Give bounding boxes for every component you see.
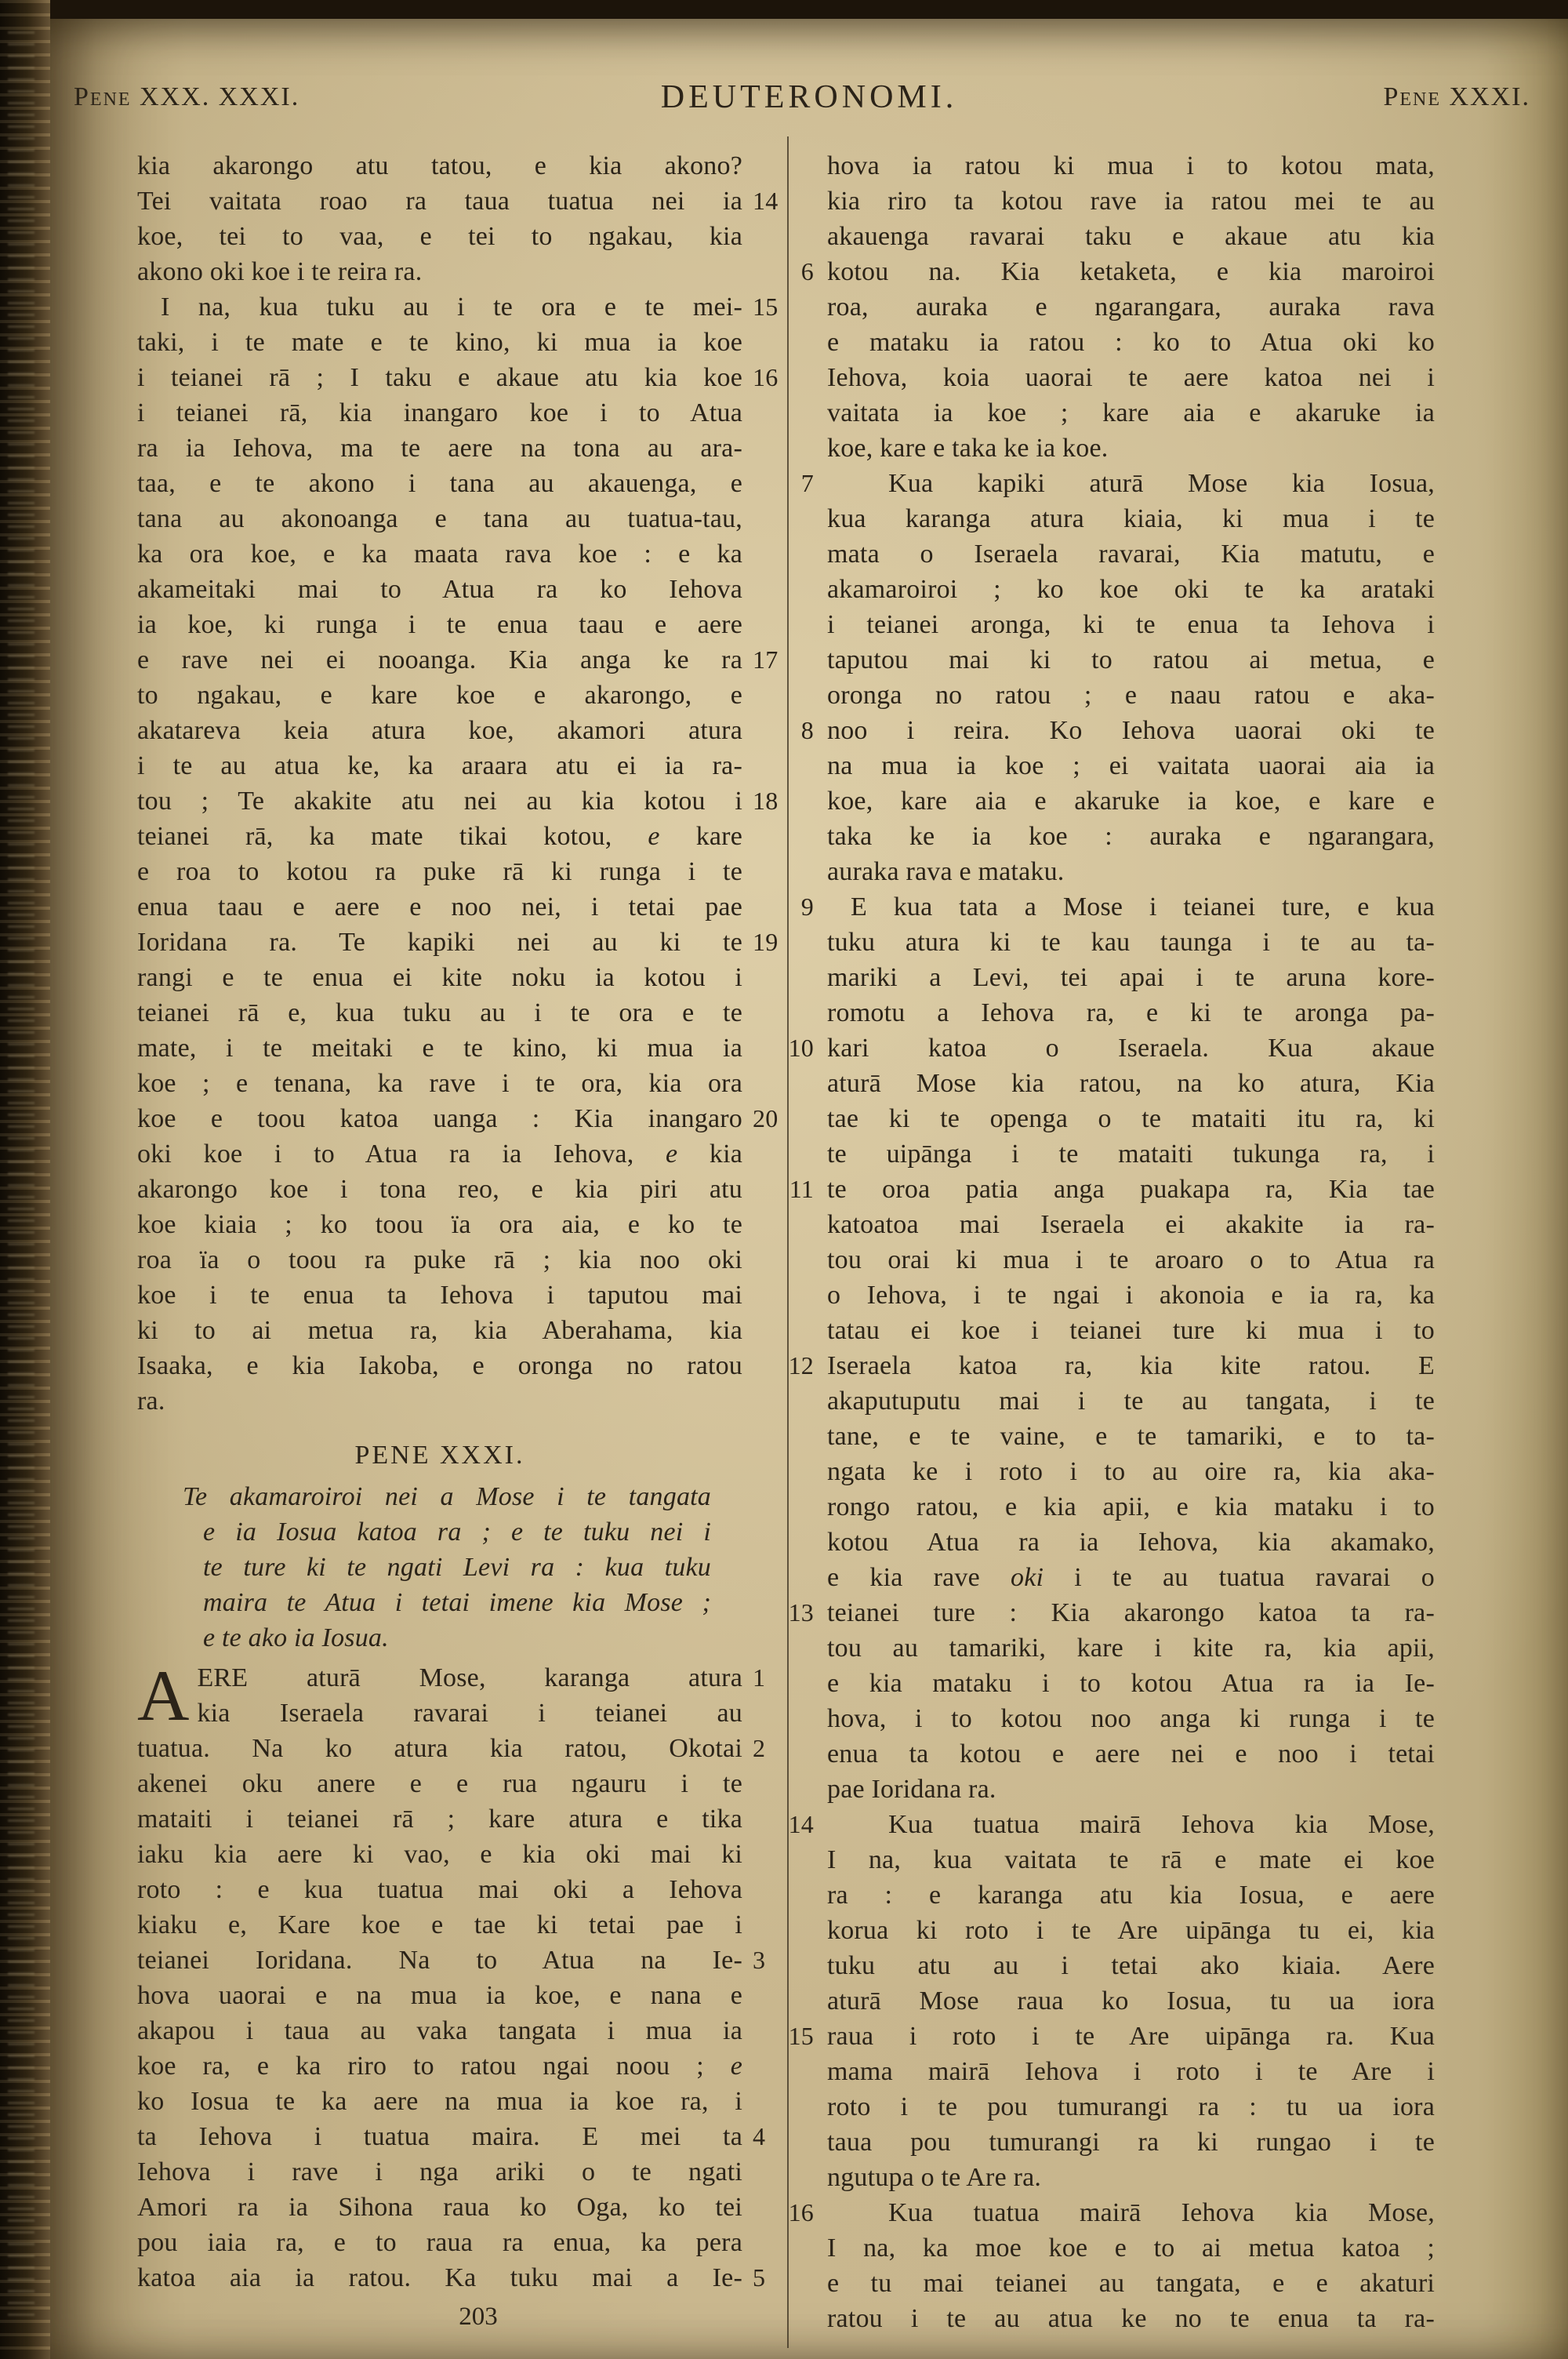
text-line: Iseraela katoa ra, kia kite ratou. E 12 [827, 1348, 1435, 1383]
text-line: aturā Mose kia ratou, na ko atura, Kia [827, 1069, 1435, 1098]
verse-number: 8 [800, 716, 814, 744]
spine-page-edge-texture [8, 31, 34, 2321]
running-head [50, 77, 1568, 118]
text-line: te ture ki te ngati Levi ra : kua tuku [203, 1553, 711, 1582]
text-line: pou iaia ra, e to raua ra enua, ka pera [137, 2228, 742, 2257]
text-line: akono oki koe i te reira ra. [137, 257, 423, 286]
text-line: te oroa patia anga puakapa ra, Kia tae 11 [827, 1172, 1435, 1207]
running-head-left: Pene XXX. XXXI. [74, 82, 300, 111]
text-line: raua i roto i te Are uipānga ra. Kua 15 [827, 2019, 1435, 2054]
text-line: I na, kua vaitata te rā e mate ei koe [827, 1845, 1435, 1874]
verse-number: 1 [753, 1663, 766, 1692]
text-line: maira te Atua i tetai imene kia Mose ; [203, 1588, 711, 1617]
verse-number: 10 [788, 1034, 814, 1062]
text-line: taputou mai ki to ratou ai metua, e [827, 645, 1435, 674]
text-line: akatareva keia atura koe, akamori atura [137, 716, 742, 745]
verse-number: 16 [788, 2198, 814, 2226]
text-line: korua ki roto i te Are uipānga tu ei, kia [827, 1916, 1435, 1945]
text-line: enua ta kotou e aere nei e noo i tetai [827, 1739, 1435, 1768]
text-line: na mua ia koe ; ei vaitata uaorai aia ia [827, 751, 1435, 780]
text-line: taua pou tumurangi ra ki rungao i te [827, 2128, 1435, 2157]
text-line: hova ia ratou ki mua i to kotou mata, [827, 151, 1435, 180]
text-line: roa, auraka e ngarangara, auraka rava [827, 293, 1435, 322]
text-line: ratou i te au atua ke no te enua ta ra- [827, 2304, 1435, 2333]
text-line: ra : e karanga atu kia Iosua, e aere [827, 1881, 1435, 1910]
text-line: Amori ra ia Sihona raua ko Oga, ko tei [137, 2193, 742, 2222]
text-line: akamaroiroi ; ko koe oki te ka arataki [827, 575, 1435, 604]
right-text-column [788, 148, 1435, 2336]
text-line: i teianei aronga, ki te enua ta Iehova i [827, 610, 1435, 639]
verse-number: 19 [753, 928, 779, 956]
text-line: vaitata ia koe ; kare aia e akaruke ia [827, 398, 1435, 427]
text-line: mama mairā Iehova i roto i te Are i [827, 2057, 1435, 2086]
text-line: akapou i taua au vaka tangata i mua ia [137, 2016, 742, 2045]
text-line: ko Iosua te ka aere na mua ia koe ra, i [137, 2087, 742, 2116]
text-line: Iehova, koia uaorai te aere katoa nei i [827, 363, 1435, 392]
text-line: teianei rā, ka mate tikai kotou, e kare [137, 822, 742, 851]
verse-number: 14 [788, 1810, 814, 1838]
text-line: teianei Ioridana. Na to Atua na Ie- 3 [137, 1943, 742, 1978]
verse-number: 13 [788, 1598, 814, 1627]
chapter-opening-paragraph [137, 1656, 766, 2295]
text-line: hova, i to kotou noo anga ki runga i te [827, 1704, 1435, 1733]
text-line: i teianei rā ; I taku e akaue atu kia koe 16 [137, 360, 742, 395]
verse-number: 2 [753, 1734, 766, 1762]
text-line: kia riro ta kotou rave ia ratou mei te au [827, 187, 1435, 216]
text-line: akarongo koe i tona reo, e kia piri atu [137, 1175, 742, 1204]
text-line: koe kiaia ; ko toou ïa ora aia, e ko te [137, 1210, 742, 1239]
verse-number: 4 [753, 2122, 766, 2150]
text-line: tane, e te vaine, e te tamariki, e to ta- [827, 1422, 1435, 1451]
text-line: mataiti i teianei rā ; kare atura e tika [137, 1805, 742, 1834]
column-divider-rule [787, 136, 789, 2348]
text-line: kua karanga atura kiaia, ki mua i te [827, 504, 1435, 533]
text-line: to ngakau, e kare koe e akarongo, e [137, 681, 742, 710]
text-line: teianei rā e, kua tuku au i te ora e te [137, 998, 742, 1027]
text-line: ta Iehova i tuatua maira. E mei ta 4 [137, 2119, 742, 2154]
text-line: ngutupa o te Are ra. [827, 2163, 1042, 2192]
verse-number: 12 [788, 1351, 814, 1379]
text-line: Isaaka, e kia Iakoba, e oronga no ratou [137, 1351, 742, 1380]
text-line: ia koe, ki runga i te enua taau e aere [137, 610, 742, 639]
text-line: oki koe i to Atua ra ia Iehova, e kia [137, 1140, 743, 1169]
text-line: roto : e kua tuatua mai oki a Iehova [137, 1875, 742, 1904]
text-line: Te akamaroiroi nei a Mose i te tangata [183, 1482, 711, 1511]
verse-number: 7 [800, 469, 814, 497]
verse-number: 14 [753, 187, 779, 215]
text-line: akenei oku anere e e rua ngauru i te [137, 1769, 742, 1798]
left-text-column [137, 148, 779, 2295]
drop-cap-initial: A [137, 1656, 190, 1736]
text-line: koe, kare aia e akaruke ia koe, e kare e [827, 787, 1435, 816]
text-line: iaku kia aere ki vao, e kia oki mai ki [137, 1840, 742, 1869]
text-line: kari katoa o Iseraela. Kua akaue 10 [827, 1030, 1435, 1066]
text-line: te uipānga i te mataiti tukunga ra, i [827, 1140, 1435, 1169]
text-line: teianei ture : Kia akarongo katoa ta ra- 13 [827, 1595, 1435, 1630]
text-line: i te au atua ke, ka araara atu ei ia ra- [137, 751, 742, 780]
text-line: kia Iseraela ravarai i teianei au [197, 1699, 742, 1728]
text-line: taka ke ia koe : auraka e ngarangara, [827, 822, 1435, 851]
text-line: romotu a Iehova ra, e ki te aronga pa- [827, 998, 1435, 1027]
text-line: akameitaki mai to Atua ra ko Iehova [137, 575, 742, 604]
verse-number: 9 [800, 892, 814, 921]
text-line: akaputuputu mai i te au tangata, i te [827, 1387, 1435, 1416]
text-line: rangi e te enua ei kite noku ia kotou i [137, 963, 742, 992]
verse-number: 15 [753, 293, 779, 321]
chapter-heading: PENE XXXI. [354, 1441, 525, 1470]
text-line: kia akarongo atu tatou, e kia akono? [137, 151, 742, 180]
text-line: e ia Iosua katoa ra ; e te tuku nei i [203, 1518, 711, 1547]
text-line: Kua tuatua mairā Iehova kia Mose, 16 [827, 2195, 1435, 2230]
text-line: Ioridana ra. Te kapiki nei au ki te 19 [137, 925, 742, 960]
chapter-summary [183, 1479, 711, 1656]
text-line: E kua tata a Mose i teianei ture, e kua 9 [827, 889, 1435, 925]
verse-number: 20 [753, 1104, 779, 1132]
text-line: Iehova i rave i nga ariki o te ngati [137, 2157, 742, 2186]
text-line: koe ; e tenana, ka rave i te ora, kia ora [137, 1069, 742, 1098]
text-line: e tu mai teianei au tangata, e e akaturi [827, 2269, 1435, 2298]
text-line: tatau ei koe i teianei ture ki mua i to [827, 1316, 1435, 1345]
verse-number: 5 [753, 2263, 766, 2292]
text-line: auraka rava e mataku. [827, 857, 1065, 886]
verse-number: 16 [753, 363, 779, 391]
text-line: tou au tamariki, kare i kite ra, kia apii, [827, 1634, 1435, 1663]
text-line: mate, i te meitaki e te kino, ki mua ia [137, 1034, 742, 1063]
text-line: katoa aia ia ratou. Ka tuku mai a Ie- 5 [137, 2260, 742, 2295]
text-line: rongo ratou, e kia apii, e kia mataku i to [827, 1492, 1435, 1521]
text-line: e te ako ia Iosua. [203, 1623, 389, 1652]
text-line: ki to ai metua ra, kia Aberahama, kia [137, 1316, 742, 1345]
running-head-right: Pene XXXI. [1383, 82, 1530, 111]
text-line: kiaku e, Kare koe e tae ki tetai pae i [137, 1910, 742, 1939]
text-line: e rave nei ei nooanga. Kia anga ke ra 17 [137, 642, 742, 678]
text-line: ra. [137, 1387, 165, 1416]
text-line: Kua tuatua mairā Iehova kia Mose, 14 [827, 1807, 1435, 1842]
text-line: noo i reira. Ko Iehova uaorai oki te 8 [827, 713, 1435, 748]
text-line: e kia mataku i to kotou Atua ra ia Ie- [827, 1669, 1435, 1698]
text-line: e roa to kotou ra puke rā ki runga i te [137, 857, 742, 886]
text-line: e mataku ia ratou : ko to Atua oki ko [827, 328, 1435, 357]
text-line: i teianei rā, kia inangaro koe i to Atua [137, 398, 742, 427]
text-line: katoatoa mai Iseraela ei akakite ia ra- [827, 1210, 1435, 1239]
verse-number: 18 [753, 787, 779, 815]
verse-number: 17 [753, 645, 779, 674]
page [50, 19, 1568, 2359]
text-line: mariki a Levi, tei apai i te aruna kore- [827, 963, 1435, 992]
text-line: roto i te pou tumurangi ra : tu ua iora [827, 2092, 1435, 2121]
text-line: ra ia Iehova, ma te aere na tona au ara- [137, 434, 742, 463]
text-line: tou orai ki mua i te aroaro o to Atua ra [827, 1245, 1435, 1274]
text-line: tana au akonoanga e tana au tuatua-tau, [137, 504, 742, 533]
text-line: pae Ioridana ra. [827, 1775, 996, 1804]
running-head-title: DEUTERONOMI. [660, 79, 958, 115]
text-line: koe i te enua ta Iehova i taputou mai [137, 1281, 742, 1310]
text-line: akauenga ravarai taku e akaue atu kia [827, 222, 1435, 251]
verse-number: 15 [788, 2022, 814, 2050]
text-line: taa, e te akono i tana au akauenga, e [137, 469, 742, 498]
text-line: kotou na. Kia ketaketa, e kia maroiroi 6 [827, 254, 1435, 289]
text-line: ka ora koe, e ka maata rava koe : e ka [137, 540, 742, 569]
text-line: I na, ka moe koe e to ai metua katoa ; [827, 2234, 1435, 2263]
page-number: 203 [459, 2303, 498, 2331]
verse-number: 6 [800, 257, 814, 285]
text-line: koe, kare e taka ke ia koe. [827, 434, 1109, 463]
text-line: enua taau e aere e noo nei, i tetai pae [137, 892, 742, 921]
text-line: tuku atu au i tetai ako kiaia. Aere [827, 1951, 1435, 1980]
text-line: tuku atura ki te kau taunga i te au ta- [827, 928, 1435, 957]
text-line: Tei vaitata roao ra taua tuatua nei ia 14 [137, 184, 742, 219]
text-line: koe e toou katoa uanga : Kia inangaro 20 [137, 1101, 742, 1136]
verse-number: 11 [789, 1175, 814, 1203]
text-line: oronga no ratou ; e naau ratou e aka- [827, 681, 1435, 710]
text-line: tou ; Te akakite atu nei au kia kotou i 18 [137, 783, 742, 819]
text-line: o Iehova, i te ngai i akonoia e ia ra, ka [827, 1281, 1435, 1310]
text-line: ngata ke i roto i to au oire ra, kia aka- [827, 1457, 1435, 1486]
text-line: tae ki te openga o te mataiti itu ra, ki [827, 1104, 1435, 1133]
text-line: kotou Atua ra ia Iehova, kia akamako, [827, 1528, 1435, 1557]
text-line: hova uaorai e na mua ia koe, e nana e [137, 1981, 742, 2010]
verse-number: 3 [753, 1946, 766, 1974]
text-line: e kia rave oki i te au tuatua ravarai o [827, 1563, 1435, 1592]
text-line: ERE aturā Mose, karanga atura 1 [137, 1660, 742, 1696]
text-line: aturā Mose raua ko Iosua, tu ua iora [827, 1986, 1435, 2016]
text-line: tuatua. Na ko atura kia ratou, Okotai 2 [137, 1731, 742, 1766]
text-line: roa ïa o toou ra puke rā ; kia noo oki [137, 1245, 742, 1274]
text-line: Kua kapiki aturā Mose kia Iosua, 7 [827, 466, 1435, 501]
text-line: taki, i te mate e te kino, ki mua ia koe [137, 328, 742, 357]
text-line: koe, tei to vaa, e tei to ngakau, kia [137, 222, 742, 251]
text-line: I na, kua tuku au i te ora e te mei- 15 [137, 289, 742, 325]
book-spine-edge [0, 0, 50, 2359]
text-line: koe ra, e ka riro to ratou ngai noou ; e [137, 2052, 742, 2081]
text-line: mata o Iseraela ravarai, Kia matutu, e [827, 540, 1435, 569]
